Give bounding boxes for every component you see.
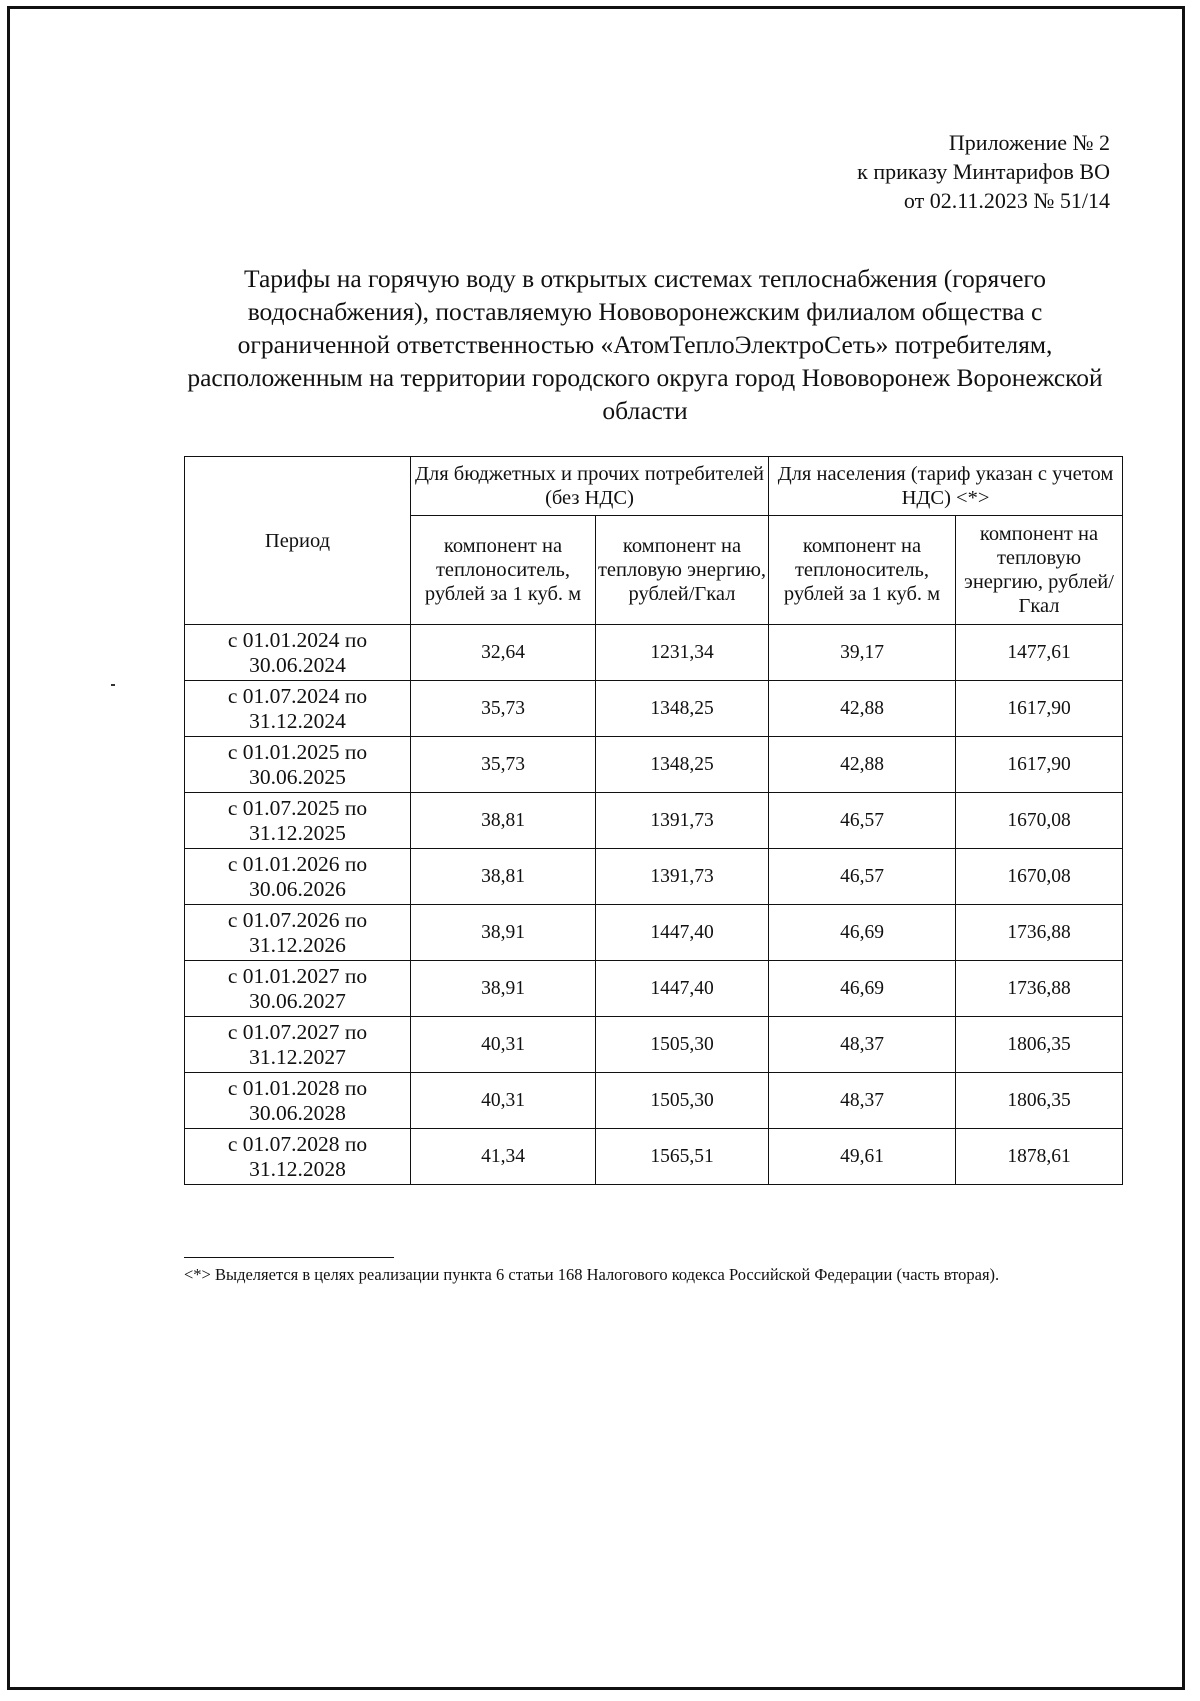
table-row: [185, 1073, 1123, 1129]
population-group-header: Для населения (тариф указан с учетом НДС) <*>: [769, 457, 1123, 516]
population-energy-cell: 1670,08: [956, 849, 1123, 905]
population-carrier-cell: 46,69: [769, 905, 956, 961]
population-carrier-cell: 48,37: [769, 1073, 956, 1129]
population-energy-cell: 1670,08: [956, 793, 1123, 849]
population-energy-cell: 1736,88: [956, 905, 1123, 961]
budget-energy-cell: 1505,30: [596, 1017, 769, 1073]
budget-carrier-cell: 40,31: [411, 1017, 596, 1073]
period-cell: с 01.01.2025 по 30.06.2025: [185, 737, 411, 793]
footnote: <*> Выделяется в целях реализации пункта 6 статьи 168 Налогового кодекса Российской Федерации (часть вторая).: [184, 1265, 1000, 1284]
population-energy-header: компонент на тепловую энергию, рублей/Гкал: [956, 516, 1123, 625]
budget-energy-cell: 1391,73: [596, 849, 769, 905]
budget-energy-cell: 1348,25: [596, 737, 769, 793]
table-row: [185, 849, 1123, 905]
table-row: [185, 1017, 1123, 1073]
scan-artifact: [111, 684, 115, 686]
appendix-order-date: от 02.11.2023 № 51/14: [903, 188, 1110, 213]
budget-energy-cell: 1348,25: [596, 681, 769, 737]
population-carrier-cell: 42,88: [769, 737, 956, 793]
population-energy-cell: 1806,35: [956, 1073, 1123, 1129]
period-header: Период: [185, 457, 411, 625]
budget-energy-cell: 1231,34: [596, 625, 769, 681]
period-cell: с 01.07.2028 по 31.12.2028: [185, 1129, 411, 1185]
budget-energy-cell: 1447,40: [596, 905, 769, 961]
table-row: [185, 961, 1123, 1017]
budget-carrier-cell: 38,91: [411, 905, 596, 961]
budget-carrier-cell: 38,81: [411, 793, 596, 849]
table-row: [185, 905, 1123, 961]
population-carrier-cell: 48,37: [769, 1017, 956, 1073]
table-row: [185, 681, 1123, 737]
period-cell: с 01.01.2026 по 30.06.2026: [185, 849, 411, 905]
period-cell: с 01.07.2024 по 31.12.2024: [185, 681, 411, 737]
population-carrier-cell: 46,57: [769, 849, 956, 905]
budget-energy-cell: 1391,73: [596, 793, 769, 849]
budget-carrier-cell: 35,73: [411, 737, 596, 793]
budget-energy-header: компонент на тепловую энергию, рублей/Гкал: [596, 516, 769, 625]
budget-carrier-header: компонент на теплоноситель, рублей за 1 куб. м: [411, 516, 596, 625]
appendix-reference: [857, 128, 1110, 215]
budget-carrier-cell: 35,73: [411, 681, 596, 737]
population-carrier-cell: 49,61: [769, 1129, 956, 1185]
population-carrier-cell: 42,88: [769, 681, 956, 737]
budget-group-header: Для бюджетных и прочих потребителей (без НДС): [411, 457, 769, 516]
budget-energy-cell: 1565,51: [596, 1129, 769, 1185]
period-cell: с 01.07.2027 по 31.12.2027: [185, 1017, 411, 1073]
period-cell: с 01.07.2026 по 31.12.2026: [185, 905, 411, 961]
budget-carrier-cell: 38,91: [411, 961, 596, 1017]
budget-carrier-cell: 41,34: [411, 1129, 596, 1185]
budget-energy-cell: 1447,40: [596, 961, 769, 1017]
population-energy-cell: 1477,61: [956, 625, 1123, 681]
appendix-number: Приложение № 2: [948, 130, 1110, 155]
population-carrier-cell: 39,17: [769, 625, 956, 681]
table-row: [185, 737, 1123, 793]
population-energy-cell: 1878,61: [956, 1129, 1123, 1185]
document-title: Тарифы на горячую воду в открытых системах теплоснабжения (горячего водоснабжения), поставляемую Нововоронежским филиалом общества с ограниченной ответственностью «АтомТеплоЭлектроСеть» потребителям, расположенным на территории городского округа город Нововоронеж Воронежской области: [187, 264, 1103, 425]
budget-carrier-cell: 38,81: [411, 849, 596, 905]
table-row: [185, 1129, 1123, 1185]
table-row: [185, 625, 1123, 681]
appendix-order-ref: к приказу Минтарифов ВО: [857, 159, 1110, 184]
period-cell: с 01.01.2027 по 30.06.2027: [185, 961, 411, 1017]
period-cell: с 01.01.2028 по 30.06.2028: [185, 1073, 411, 1129]
population-carrier-cell: 46,69: [769, 961, 956, 1017]
population-carrier-cell: 46,57: [769, 793, 956, 849]
tariff-table: [184, 456, 1123, 1185]
footnote-divider: [184, 1257, 394, 1258]
period-cell: с 01.01.2024 по 30.06.2024: [185, 625, 411, 681]
table-row: [185, 793, 1123, 849]
budget-carrier-cell: 40,31: [411, 1073, 596, 1129]
population-carrier-header: компонент на теплоноситель, рублей за 1 куб. м: [769, 516, 956, 625]
budget-energy-cell: 1505,30: [596, 1073, 769, 1129]
period-cell: с 01.07.2025 по 31.12.2025: [185, 793, 411, 849]
budget-carrier-cell: 32,64: [411, 625, 596, 681]
population-energy-cell: 1617,90: [956, 681, 1123, 737]
population-energy-cell: 1736,88: [956, 961, 1123, 1017]
population-energy-cell: 1617,90: [956, 737, 1123, 793]
population-energy-cell: 1806,35: [956, 1017, 1123, 1073]
